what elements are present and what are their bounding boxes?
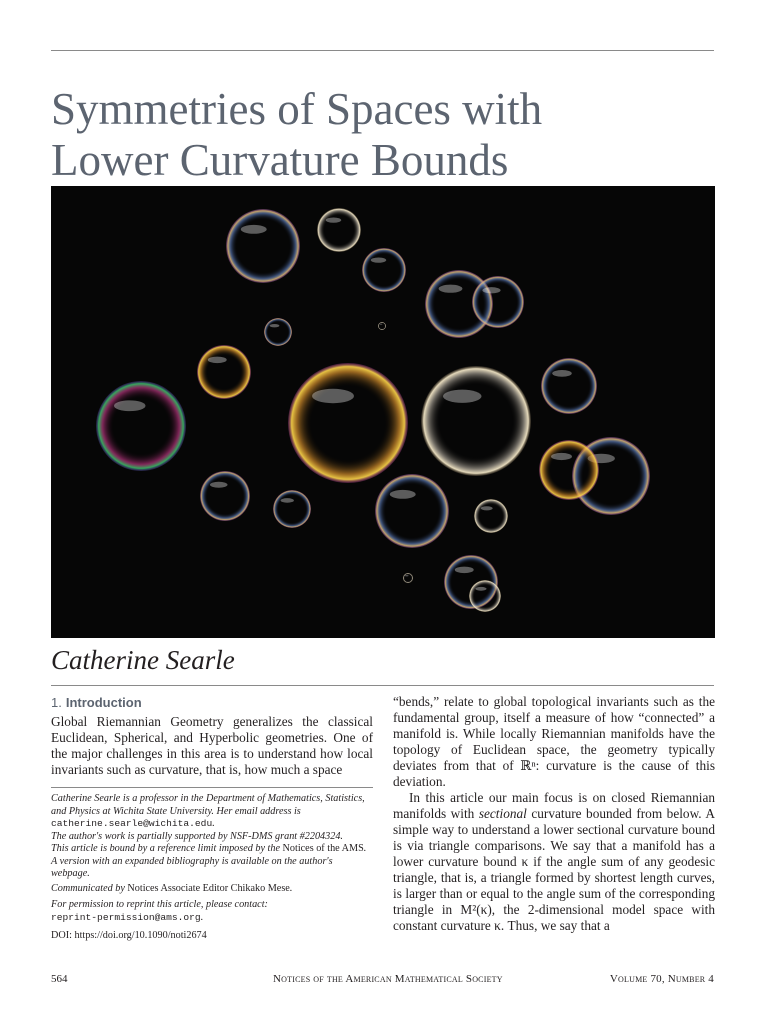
- bubble-highlight: [114, 400, 146, 411]
- journal-name: Notices of the American Mathematical Society: [273, 973, 503, 985]
- author-rule: [51, 685, 714, 686]
- bubbles-illustration: [51, 186, 715, 638]
- bubble: [539, 440, 599, 500]
- bubble-highlight: [482, 287, 500, 293]
- bubble: [469, 580, 501, 612]
- bubbles-photo: [51, 186, 715, 638]
- bubble-highlight: [481, 506, 493, 510]
- ref-limit-end: .: [363, 843, 367, 854]
- author-email[interactable]: catherine.searle@wichita.edu: [51, 818, 213, 829]
- bubble-highlight: [312, 389, 354, 403]
- bubble: [403, 573, 413, 583]
- bubble-highlight: [552, 370, 572, 377]
- section-heading: [51, 694, 373, 712]
- volume-number: Volume 70, Number 4: [609, 973, 714, 985]
- bubble-highlight: [270, 324, 280, 327]
- bubble-highlight: [380, 324, 383, 325]
- bubble: [317, 208, 361, 252]
- bubble: [288, 363, 408, 483]
- bubble: [273, 490, 311, 528]
- bubble: [378, 322, 386, 330]
- left-column: [51, 694, 373, 943]
- bubbles-group: [96, 208, 650, 612]
- bio-end: .: [212, 818, 215, 829]
- doi-link[interactable]: DOI: https://doi.org/10.1090/noti2674: [51, 930, 207, 941]
- section-number: 1.: [51, 695, 62, 710]
- expanded-bibliography-note: A version with an expanded bibliography is available on the author's webpage.: [51, 855, 333, 879]
- paragraph-2: [393, 790, 715, 934]
- bubble: [200, 471, 250, 521]
- ref-limit-a: This article is bound by a reference limit imposed by the: [51, 843, 280, 854]
- bubble-highlight: [326, 217, 341, 222]
- p2-rest: curvature bounded from below. A simple way to understand a lower sectional curvature bound is via triangle comparisons. We say that a manifold has a lower curvature bound κ if the angle sum of any geodesic triangle, that is, a triangle formed by shortest length curves, is larger than or equal to the angle sum of the corresponding triangle in M²(κ), the 2-dimensional model space with constant curvature κ. Thus, we say that a: [393, 806, 715, 933]
- article-title: [51, 84, 731, 186]
- p2-start: In this article our main focus is on closed Riemannian manifolds with: [393, 790, 715, 821]
- bubble-highlight: [281, 498, 294, 503]
- bubble: [96, 381, 186, 471]
- bubble-highlight: [208, 357, 227, 363]
- p2-emphasis: sectional: [478, 806, 527, 821]
- right-column: [393, 694, 715, 934]
- footnote-rule: [51, 787, 373, 788]
- grant-note: The author's work is partially supported by NSF-DMS grant #2204324.: [51, 830, 343, 842]
- bubble: [541, 358, 597, 414]
- permission-note: [51, 899, 373, 924]
- bubble-highlight: [390, 490, 416, 499]
- bubble: [264, 318, 292, 346]
- title-line-1: Symmetries of Spaces with: [51, 84, 543, 134]
- paragraph-1: “bends,” relate to global topological invariants such as the fundamental group, itself a measure of how “connected” a manifold is. While locally Riemannian manifolds have the topology of Euclidean space, the geometry typically deviates from that of ℝⁿ: curvature is the cause of this deviation.: [393, 694, 715, 789]
- intro-paragraph: Global Riemannian Geometry generalizes the classical Euclidean, Spherical, and Hyperbolic geometries. One of the major challenges in this area is to understand how local invariants such as curvature, that is, how much a space: [51, 714, 373, 777]
- title-line-2: Lower Curvature Bounds: [51, 135, 509, 185]
- bubble: [474, 499, 508, 533]
- comm-a: Communicated by: [51, 882, 125, 894]
- bubble: [375, 474, 449, 548]
- footnotes: [51, 793, 373, 943]
- bubble: [226, 209, 300, 283]
- bubble-highlight: [443, 390, 482, 403]
- bubble-highlight: [439, 285, 463, 293]
- page-number: 564: [51, 973, 68, 985]
- bubble: [362, 248, 406, 292]
- perm-text: For permission to reprint this article, please contact:: [51, 899, 268, 910]
- bubble-highlight: [210, 482, 228, 488]
- bubble-highlight: [455, 567, 474, 573]
- communicated-note: [51, 883, 373, 896]
- perm-end: .: [200, 911, 204, 923]
- bubble-highlight: [405, 575, 409, 576]
- comm-editor: Notices Associate Editor Chikako Mese: [127, 882, 290, 894]
- section-title: Introduction: [65, 695, 142, 710]
- top-rule: [51, 50, 714, 51]
- permission-email[interactable]: reprint-permission@ams.org: [51, 911, 201, 923]
- ref-limit-journal: Notices of the AMS: [282, 843, 364, 854]
- comm-end: .: [289, 882, 293, 894]
- bubble: [197, 345, 251, 399]
- bubble-highlight: [241, 225, 267, 234]
- bubble-highlight: [551, 453, 572, 460]
- bubble: [421, 366, 531, 476]
- reference-limit-note: [51, 843, 373, 856]
- bubble-highlight: [475, 587, 486, 591]
- author-bio: [51, 793, 373, 831]
- bubble: [472, 276, 524, 328]
- author-name: Catherine Searle: [51, 645, 235, 675]
- bubble-highlight: [371, 257, 386, 262]
- bio-text: Catherine Searle is a professor in the Department of Mathematics, Statistics, and Physics at Wichita State University. Her email address is: [51, 793, 365, 817]
